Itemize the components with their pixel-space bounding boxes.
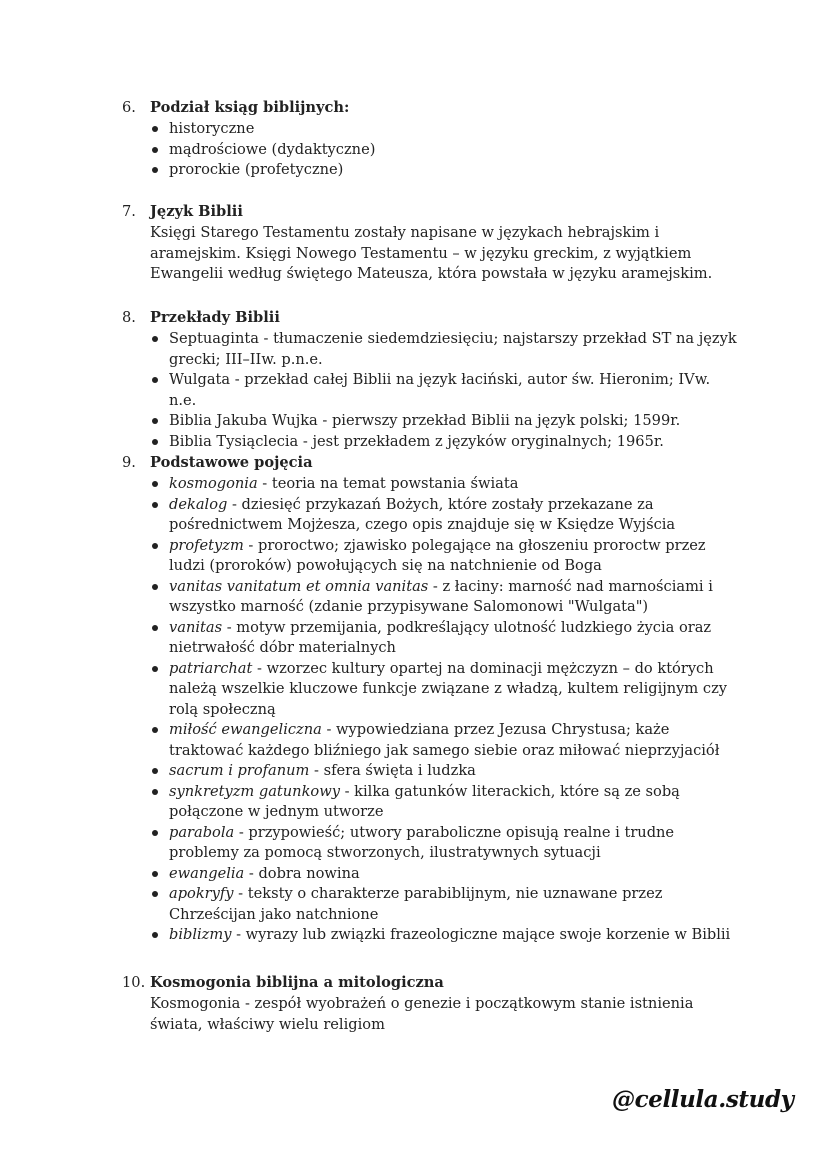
section-paragraph: Kosmogonia - zespół wyobrażeń o genezie i początkowym stanie istnienia świata, właściwy wielu religiom [150,995,694,1033]
term-definition: - teoria na temat powstania świata [257,475,519,492]
term-item [150,659,740,721]
bullet-list [150,119,740,181]
section-number: 8. [122,309,136,326]
term-name: vanitas [169,618,223,636]
term-item [150,823,740,864]
term-name: parabola [169,823,235,841]
term-item [150,782,740,823]
term-definition: - teksty o charakterze parabiblijnym, nie uznawane przez Chrześcijan jako natchnione [169,885,663,923]
term-definition: - z łaciny: marność nad marnościami i wszystko marność (zdanie przypisywane Salomonowi "Wulgata") [169,577,713,615]
term-definition: - przypowieść; utwory paraboliczne opisują realne i trudne problemy za pomocą stworzonych, ilustratywnych sytuacji [169,823,675,861]
term-name: biblizmy [169,926,232,943]
term-definition: - proroctwo; zjawisko polegające na głoszeniu proroctw przez ludzi (proroków) powołujących się na natchnienie od Boga [169,536,706,574]
term-item [150,761,740,782]
term-item [150,536,740,577]
section-heading: Podstawowe pojęcia [150,454,313,471]
term-definition: - wyrazy lub związki frazeologiczne mające swoje korzenie w Biblii [231,926,731,943]
term-definition: - dziesięć przykazań Bożych, które zostały przekazane za pośrednictwem Mojżesza, czego opis znajduje się w Księdze Wyjścia [169,495,676,533]
term-item [150,720,740,761]
term-name: apokryfy [169,885,234,902]
term-item [150,925,740,946]
term-name: kosmogonia [169,475,258,492]
term-definition: - wypowiedziana przez Jezusa Chrystusa; każe traktować każdego bliźniego jak samego siebie oraz miłować nieprzyjaciół [169,721,720,759]
term-name: synkretyzm gatunkowy [169,782,340,800]
term-name: ewangelia [169,864,245,882]
section-number: 7. [122,203,136,220]
list-item: Wulgata - przekład całej Biblii na język łaciński, autor św. Hieronim; IVw. n.e. [150,370,740,411]
section-number: 6. [122,99,136,116]
term-item [150,577,740,618]
list-item: prorockie (profetyczne) [150,160,740,181]
term-item [150,618,740,659]
term-name: patriarchat [169,659,253,677]
term-definition: - kilka gatunków literackich, które są ze sobą połączone w jednym utworze [169,782,680,820]
section-heading: Podział ksiąg biblijnych: [150,99,350,116]
section-number: 9. [122,454,136,471]
section-heading: Język Biblii [150,203,243,220]
section-number: 10. [122,974,146,991]
list-item: historyczne [150,119,740,140]
section-heading: Przekłady Biblii [150,309,280,326]
section-paragraph: Księgi Starego Testamentu zostały napisane w językach hebrajskim i aramejskim. Księgi Nowego Testamentu – w języku greckim, z wyjątkiem Ewangelii według świętego Mateusza, która powstała w języku aramejskim. [150,224,713,282]
term-name: sacrum i profanum [169,762,310,779]
term-item [150,474,740,495]
list-item: Biblia Tysiąclecia - jest przekładem z języków oryginalnych; 1965r. [150,432,740,453]
term-name: profetyzm [169,536,244,554]
term-name: dekalog [169,495,228,513]
terms-list [150,474,740,946]
list-item: mądrościowe (dydaktyczne) [150,140,740,161]
bullet-list [150,329,740,452]
term-item [150,884,740,925]
term-item [150,495,740,536]
term-name: vanitas vanitatum et omnia vanitas [169,577,429,595]
term-definition: - motyw przemijania, podkreślający ulotność ludzkiego życia oraz nietrwałość dóbr materialnych [169,618,712,656]
term-definition: - sfera święta i ludzka [309,762,476,779]
term-definition: - dobra nowina [244,864,360,882]
term-name: miłość ewangeliczna [169,721,322,738]
term-definition: - wzorzec kultury opartej na dominacji mężczyzn – do których należą wszelkie kluczowe funkcje związane z władzą, kultem religijnym czy rolą społeczną [169,659,728,718]
section-heading: Kosmogonia biblijna a mitologiczna [150,974,444,991]
list-item: Biblia Jakuba Wujka - pierwszy przekład Biblii na język polski; 1599r. [150,411,740,432]
list-item: Septuaginta - tłumaczenie siedemdziesięciu; najstarszy przekład ST na język grecki; III–IIw. p.n.e. [150,329,740,370]
term-item [150,864,740,885]
author-signature: @cellula.study [612,1086,794,1113]
